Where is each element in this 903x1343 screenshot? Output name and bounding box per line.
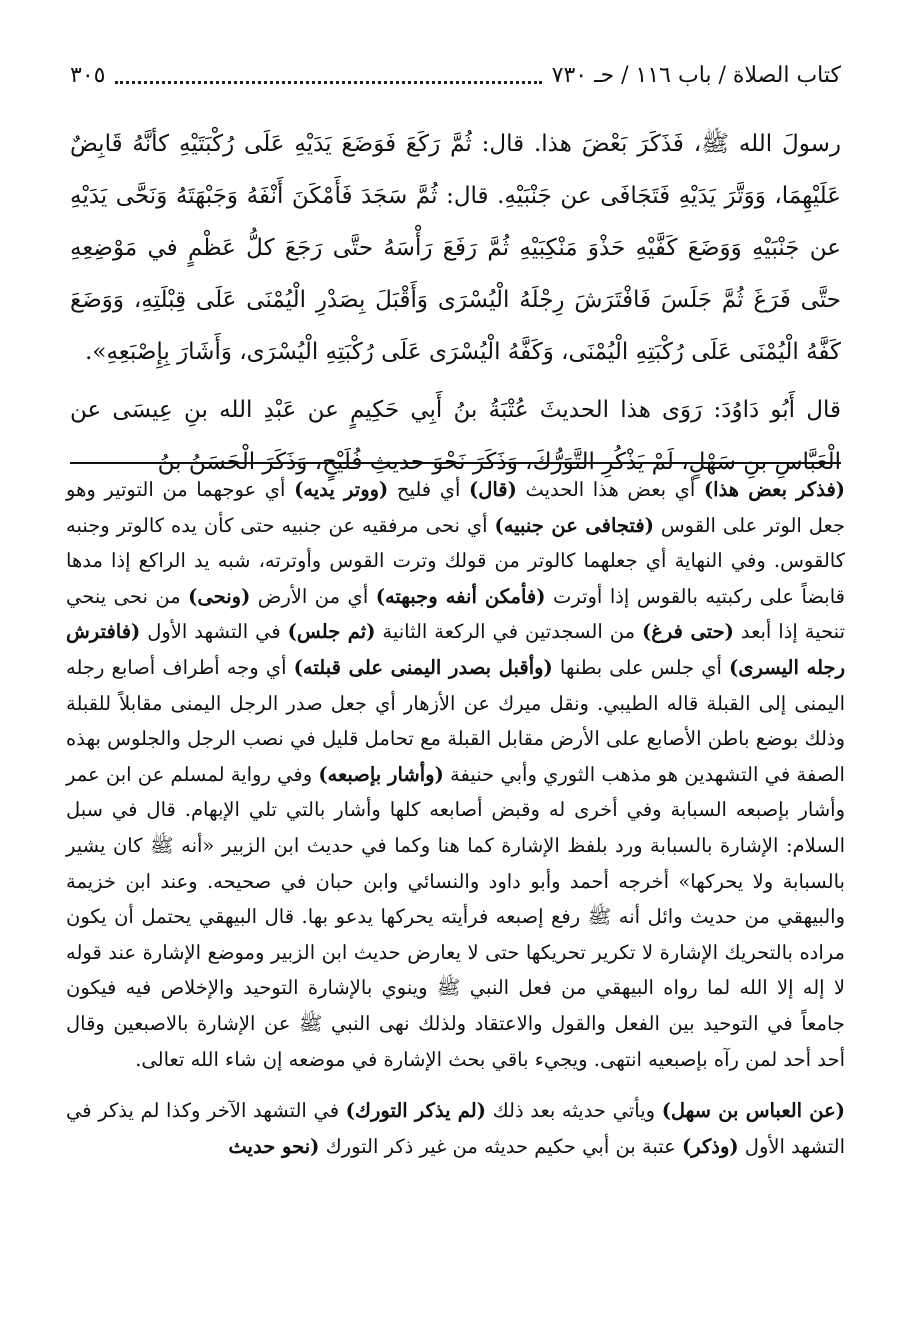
commentary-quoted-phrase: (لم يذكر التورك) — [345, 1099, 486, 1123]
commentary-quoted-phrase: (فذكر بعض هذا) — [703, 478, 845, 501]
commentary-quoted-phrase: (فافترش رجله اليسرى) — [66, 620, 846, 679]
commentary-text: في التشهد الأول — [140, 620, 288, 644]
commentary-quoted-phrase: (ووتر يديه) — [294, 478, 389, 501]
main-paragraph-2: قال أَبُو دَاوُدَ: رَوَى هذا الحديثَ عُتْبَةُ بنُ أَبِي حَكِيمٍ عن عَبْدِ الله بنِ عِيسَى عن الْعَبَّاسِ بنِ سَهْلٍ، لَمْ يَذْكُرِ التَّوَرُّكَ، وَذَكَرَ نَحْوَ حديثِ فُلَيْحٍ، وَذَكَرَ الْحَسَنُ بنُ — [70, 397, 841, 475]
commentary-quoted-phrase: (قال) — [468, 478, 517, 501]
commentary-quoted-phrase: (فأمكن أنفه وجبهته) — [375, 584, 546, 608]
commentary-quoted-phrase: (وأقبل بصدر اليمنى على قبلته) — [293, 655, 553, 679]
commentary — [66, 472, 845, 1164]
commentary-quoted-phrase: (حتى فرغ) — [641, 620, 734, 644]
commentary-text: أي وجه أطراف أصابع رجله اليمنى إلى القبلة قاله الطيبي. ونقل ميرك عن الأزهار أي جعل صدر الرجل اليمنى مقابلاً للقبلة وذلك بوضع باطن الأصابع على الأرض مقابل القبلة مع تحامل قليل في نصب الرجل والجلوس بهذه الصفة في التشهدين هو مذهب الثوري وأبي حنيفة — [66, 655, 845, 786]
commentary-text: أي جلس على بطنها — [552, 655, 730, 679]
commentary-text: من السجدتين في الركعة الثانية — [375, 620, 642, 644]
commentary-quoted-phrase: (نحو حديث — [228, 1134, 320, 1158]
main-paragraph-1: رسولَ الله ﷺ، فَذَكَرَ بَعْضَ هذا. قال: ثُمَّ رَكَعَ فَوَضَعَ يَدَيْهِ عَلَى رُكْبَتَيْهِ كأنَّهُ قَابِضٌ عَلَيْهِمَا، وَوَتَّرَ يَدَيْهِ فَتَجَافَى عن جَنْبَيْهِ. قال: ثُمَّ سَجَدَ فَأَمْكَنَ أَنْفَهُ وَجَبْهَتَهُ وَنَحَّى يَدَيْهِ عن جَنْبَيْهِ وَوَضَعَ كَفَّيْهِ حَذْوَ مَنْكِبَيْهِ ثُمَّ رَفَعَ رَأْسَهُ حتَّى رَجَعَ كلُّ عَظْمٍ في مَوْضِعِهِ حتَّى فَرَغَ ثُمَّ جَلَسَ فَافْتَرَشَ رِجْلَهُ الْيُسْرَى وَأَقْبَلَ بِصَدْرِ الْيُمْنَى عَلَى قِبْلَتِهِ، وَوَضَعَ كَفَّهُ الْيُمْنَى عَلَى رُكْبَتِهِ الْيُمْنَى، وَكَفَّهُ الْيُسْرَى عَلَى رُكْبَتِهِ الْيُسْرَى، وَأَشَارَ بِإِصْبَعِهِ». — [70, 131, 841, 365]
commentary-quoted-phrase: (عن العباس بن سهل) — [661, 1099, 845, 1123]
commentary-text: ويأتي حديثه بعد ذلك — [485, 1099, 662, 1123]
main-text — [70, 118, 841, 488]
header-dot-leader — [115, 67, 541, 84]
commentary-quoted-phrase: (وأشار بإصبعه) — [318, 762, 444, 786]
page-number: ٣٠٥ — [70, 62, 106, 88]
commentary-quoted-phrase: (فتجافى عن جنبيه) — [494, 513, 654, 537]
commentary-text: عتبة بن أبي حكيم حديثه من غير ذكر التورك — [319, 1134, 682, 1158]
commentary-text: أي بعض هذا الحديث — [516, 478, 704, 501]
commentary-paragraph-1 — [66, 472, 845, 1077]
commentary-text: أي من الأرض — [250, 584, 376, 608]
commentary-text: من نحى ينحي تنحية إذا أبعد — [66, 584, 845, 644]
commentary-quoted-phrase: (ثم جلس) — [287, 620, 376, 644]
commentary-text: أي عوجهما من التوتير وهو جعل الوتر على القوس — [66, 478, 845, 537]
header-title: كتاب الصلاة / باب ١١٦ / حـ ٧٣٠ — [551, 62, 841, 88]
commentary-text: وفي رواية لمسلم عن ابن عمر وأشار بإصبعه السبابة وفي أخرى له وقبض أصابعه كلها وأشار بالتي تلي الإبهام. قال في سبل السلام: الإشارة بالسبابة ورد بلفظ الإشارة كما هنا وكما في حديث ابن الزبير «أنه ﷺ كان يشير بالسبابة ولا يحركها» أخرجه أحمد وأبو داود والنسائي وابن حبان في صحيحه. وعند ابن خزيمة والبيهقي من حديث وائل أنه ﷺ رفع إصبعه فرأيته يحركها يدعو بها. قال البيهقي يحتمل أن يكون مراده بالتحريك الإشارة لا تكرير تحريكها حتى لا يعارض حديث ابن الزبير وموضع الإشارة عند قوله لا إله إلا الله لما رواه البيهقي من فعل النبي ﷺ وينوي بالإشارة التوحيد والإخلاص فيه فيكون جامعاً في التوحيد بين الفعل والقول والاعتقاد ولذلك نهى النبي ﷺ عن الإشارة بالاصبعين وقال أحد أحد لمن رآه بإصبعيه انتهى. ويجيء باقي بحث الإشارة في موضعه إن شاء الله تعالى. — [66, 762, 845, 1071]
commentary-text: أي فليح — [388, 478, 469, 501]
commentary-text: أي نحى مرفقيه عن جنبيه حتى كأن يده كالوتر وجنبه كالقوس. وفي النهاية أي جعلهما كالوتر من قولك وترت القوس وأوترته، شبه يد الراكع إذا مدها قابضاً على ركبتيه بالقوس إذا أوترت — [66, 513, 845, 608]
separator-rule — [70, 462, 841, 464]
commentary-quoted-phrase: (ونحى) — [188, 584, 251, 608]
commentary-quoted-phrase: (وذكر) — [682, 1134, 739, 1158]
commentary-paragraph-2 — [66, 1093, 845, 1164]
commentary-text: في التشهد الآخر وكذا لم يذكر في التشهد الأول — [66, 1099, 845, 1158]
running-header — [70, 58, 841, 92]
